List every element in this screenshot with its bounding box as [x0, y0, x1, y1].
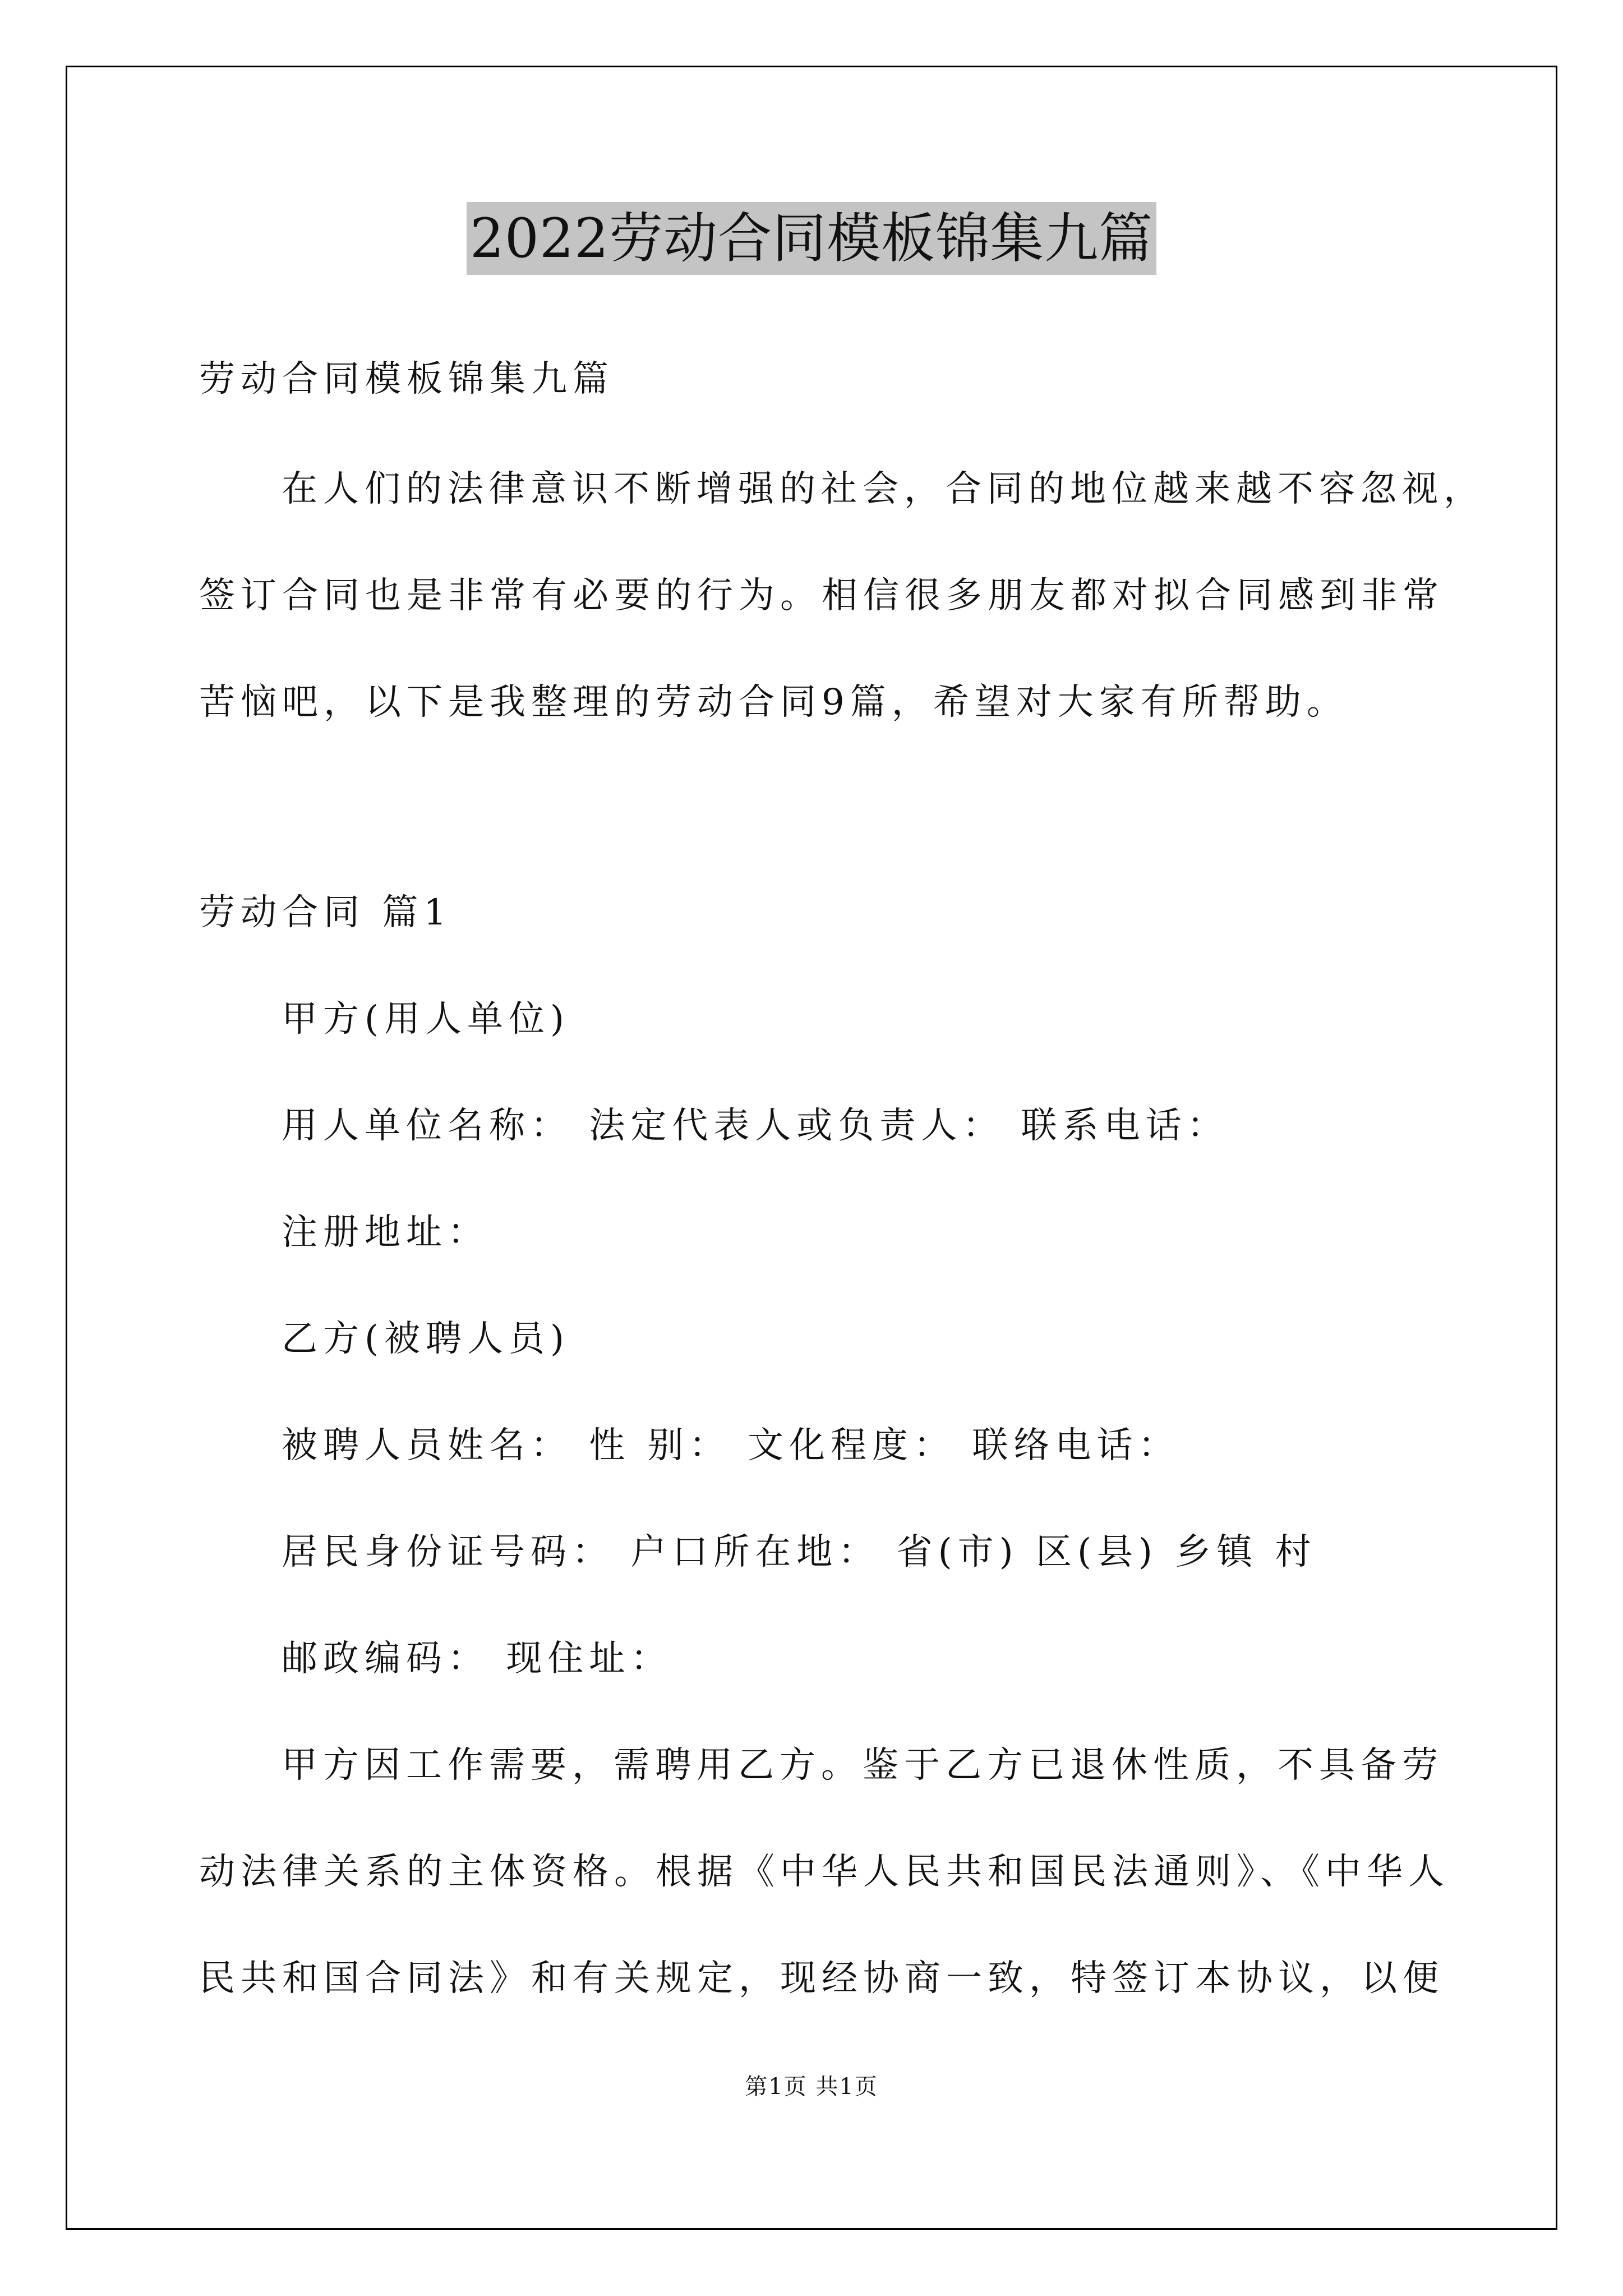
document-title: 2022劳动合同模板锦集九篇	[467, 202, 1156, 275]
body-line-1: 甲方因工作需要，需聘用乙方。鉴于乙方已退休性质，不具备劳	[282, 1745, 1444, 1786]
body-line-2: 动法律关系的主体资格。根据《中华人民共和国民法通则》、《中华人	[199, 1851, 1450, 1893]
body-line-3: 民共和国合同法》和有关规定，现经协商一致，特签订本协议，以便	[199, 1958, 1444, 1999]
party-b-id-line: 居民身份证号码： 户口所在地： 省(市) 区(县) 乡镇 村	[282, 1531, 1317, 1573]
party-a-fields: 用人单位名称： 法定代表人或负责人： 联系电话：	[282, 1105, 1229, 1147]
intro-line-3: 苦恼吧，以下是我整理的劳动合同9篇，希望对大家有所帮助。	[199, 682, 1348, 723]
party-a-address: 注册地址：	[282, 1212, 489, 1253]
party-b-heading: 乙方(被聘人员)	[282, 1318, 570, 1360]
party-b-postal-line: 邮政编码： 现住址：	[282, 1638, 672, 1680]
section-heading: 劳动合同 篇1	[199, 892, 453, 933]
party-b-fields: 被聘人员姓名： 性 别： 文化程度： 联络电话：	[282, 1425, 1180, 1466]
document-subtitle: 劳动合同模板锦集九篇	[199, 358, 614, 400]
title-container	[0, 202, 1623, 275]
intro-line-1: 在人们的法律意识不断增强的社会，合同的地位越来越不容忽视，	[282, 468, 1485, 510]
intro-line-2: 签订合同也是非常有必要的行为。相信很多朋友都对拟合同感到非常	[199, 575, 1444, 616]
page-footer: 第1页 共1页	[745, 2074, 878, 2100]
party-a-heading: 甲方(用人单位)	[282, 999, 570, 1040]
